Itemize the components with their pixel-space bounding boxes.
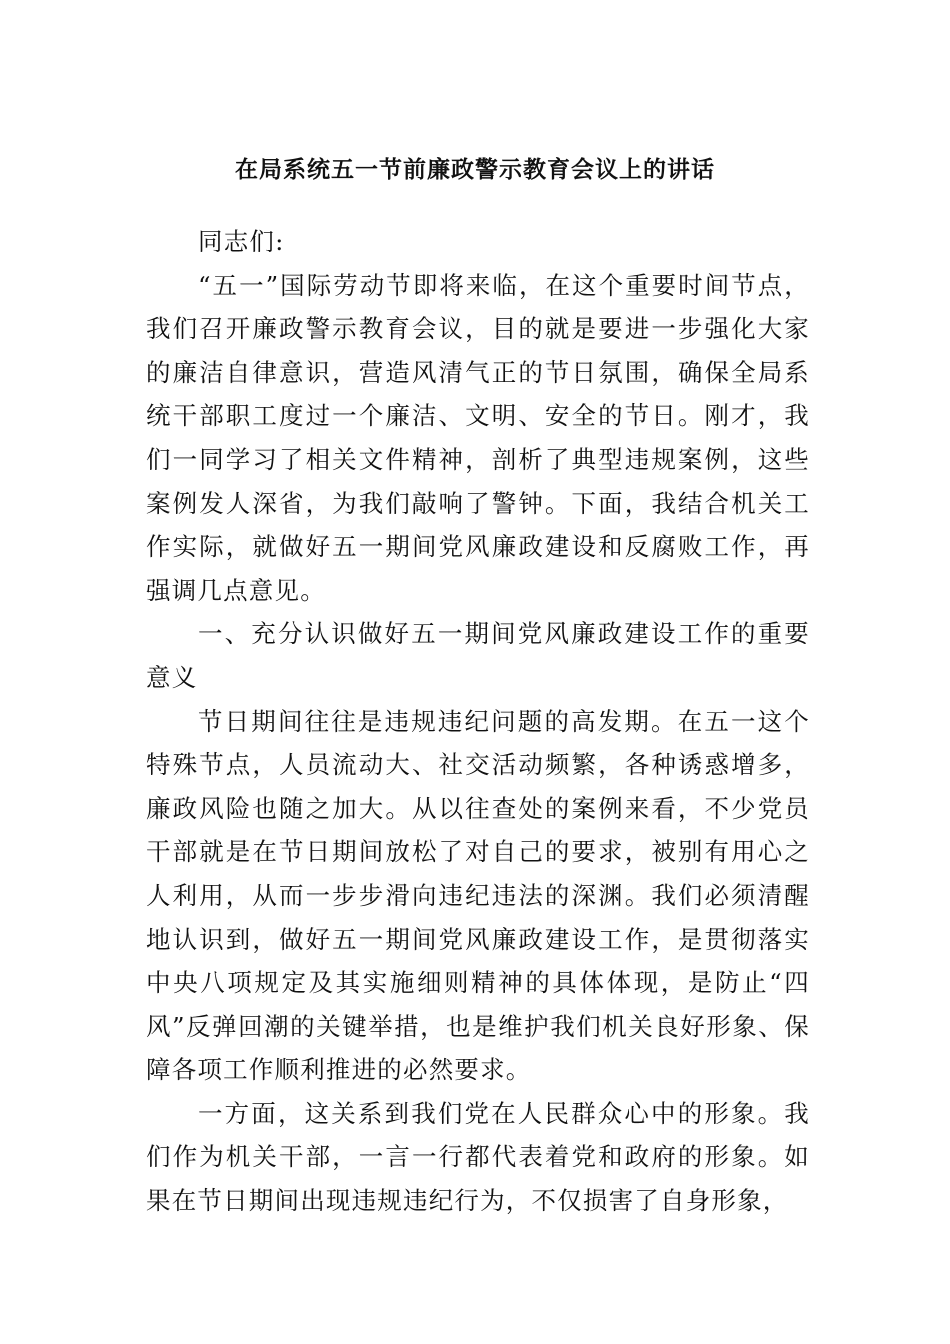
document-body [146, 220, 810, 1223]
salutation-paragraph: 同志们: [198, 227, 285, 256]
section-heading-1: 一、充分认识做好五一期间党风廉政建设工作的重要意义 [146, 619, 810, 692]
intro-paragraph: “五一”国际劳动节即将来临，在这个重要时间节点，我们召开廉政警示教育会议，目的就是要进一步强化大家的廉洁自律意识，营造风清气正的节日氛围，确保全局系统干部职工度过一个廉洁、文明、安全的节日。刚才，我们一同学习了相关文件精神，剖析了典型违规案例，这些案例发人深省，为我们敲响了警钟。下面，我结合机关工作实际，就做好五一期间党风廉政建设和反腐败工作，再强调几点意见。 [146, 270, 810, 605]
document-title: 在局系统五一节前廉政警示教育会议上的讲话 [235, 157, 715, 183]
body-paragraph: 一方面，这关系到我们党在人民群众心中的形象。我们作为机关干部，一言一行都代表着党和政府的形象。如果在节日期间出现违规违纪行为，不仅损害了自身形象， [146, 1098, 810, 1216]
body-paragraph: 节日期间往往是违规违纪问题的高发期。在五一这个特殊节点，人员流动大、社交活动频繁，各种诱惑增多，廉政风险也随之加大。从以往查处的案例来看，不少党员干部就是在节日期间放松了对自己的要求，被别有用心之人利用，从而一步步滑向违纪违法的深渊。我们必须清醒地认识到，做好五一期间党风廉政建设工作，是贯彻落实中央八项规定及其实施细则精神的具体体现，是防止“四风”反弹回潮的关键举措，也是维护我们机关良好形象、保障各项工作顺利推进的必然要求。 [146, 706, 810, 1085]
